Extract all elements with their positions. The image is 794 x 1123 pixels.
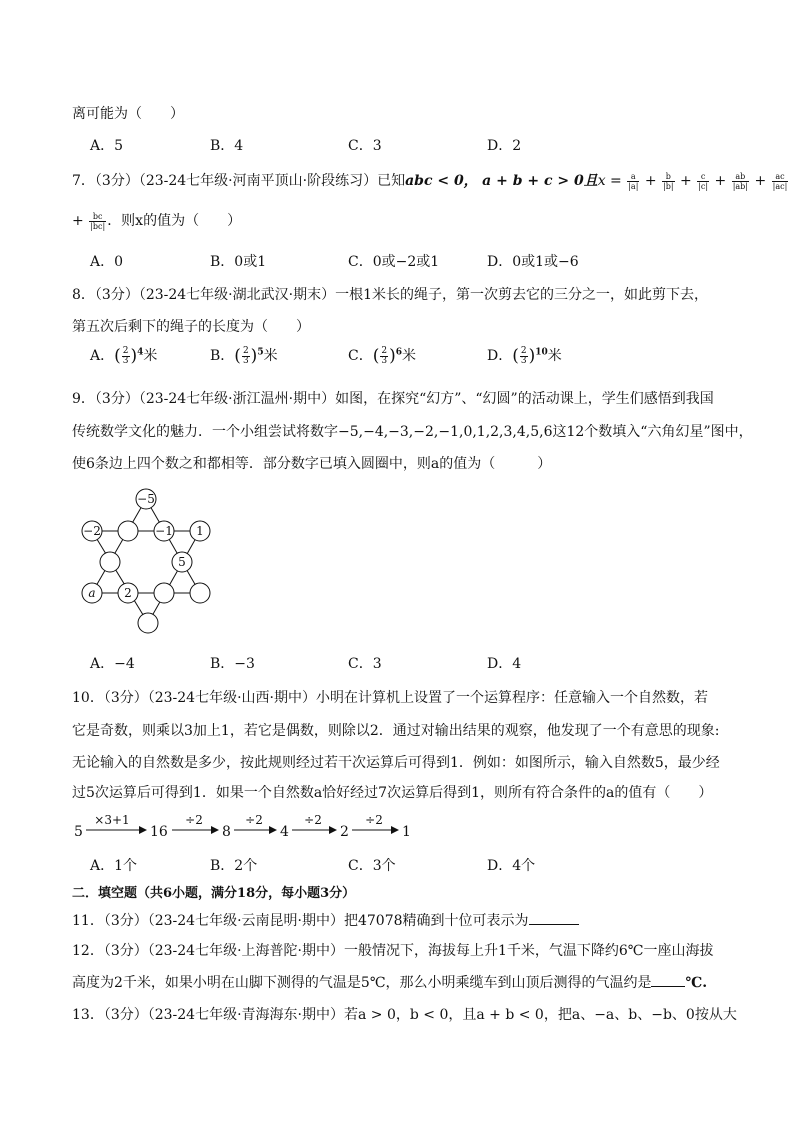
plus-sign: + <box>754 173 767 189</box>
chain-value-5: 2 <box>340 824 349 840</box>
q7-stem <box>72 170 789 191</box>
q12-line1: 12．（3分）（23-24七年级·上海普陀·期中）一般情况下，海拔每上升1千米，气温下降约6℃一座山海拔 <box>72 943 714 959</box>
chain-value-1: 5 <box>74 824 83 840</box>
q9-line3: 使6条边上四个数之和都相等．部分数字已填入圆圈中，则a的值为（ ） <box>72 456 552 472</box>
chain-op-2: ÷2 <box>185 813 203 827</box>
q7-frac-a: $\frac{a}{|a|}$ <box>628 171 639 191</box>
q10-option-a: A．1个 <box>90 858 138 874</box>
q10-option-b: B．2个 <box>210 858 258 874</box>
q7-option-a: A．0 <box>90 254 124 270</box>
node-left-bottom-label: a <box>88 586 96 600</box>
q12-line2-wrap <box>72 972 707 992</box>
q9-line1: 9．（3分）（23-24七年级·浙江温州·期中）如图，在探究“幻方”、“幻圆”的活动课上，学生们感悟到我国 <box>72 391 714 407</box>
node-inner-tl <box>118 521 138 541</box>
section-heading-fill-in: 二．填空题（共6小题，满分18分，每小题3分） <box>72 886 356 901</box>
q7-tail: ．则x的值为（ ） <box>107 213 242 229</box>
plus-sign: + <box>680 173 692 189</box>
plus-sign: + <box>644 173 657 189</box>
chain-value-4: 4 <box>280 824 289 840</box>
q10-option-d: D．4个 <box>487 858 536 874</box>
plus-sign: + <box>72 213 84 229</box>
q9-option-d: D．4 <box>487 656 522 672</box>
q12-line2: 高度为2千米，如果小明在山脚下测得的气温是5℃，那么小明乘缆车到山顶后测得的气温约是 <box>72 975 652 991</box>
q8-option-a: A．( $\frac{2}{3}$ )$^4$米 <box>90 345 158 366</box>
node-inner-br <box>154 583 174 603</box>
q10-line3: 无论输入的自然数是多少，按此规则经过若干次运算后可得到1．例如：如图所示，输入自然数5，最少经 <box>72 755 720 771</box>
chain-op-1: ×3+1 <box>94 813 130 827</box>
q6-option-d: D．2 <box>487 138 522 154</box>
q7-option-d: D．0或1或−6 <box>487 254 579 270</box>
q8-option-d: D．( $\frac{2}{3}$ )$^{10}$米 <box>487 345 562 366</box>
q11-line <box>72 910 579 930</box>
chain-value-6: 1 <box>402 824 411 840</box>
q6-option-b: B．4 <box>210 138 244 154</box>
node-right-top-label: 1 <box>196 524 204 538</box>
q7-frac-c: $\frac{c}{|c|}$ <box>698 171 709 191</box>
q12-answer-blank[interactable] <box>651 986 685 987</box>
q11-text: 11．（3分）（23-24七年级·云南昆明·期中）把47078精确到十位可表示为 <box>72 913 529 929</box>
q6-option-a: A．5 <box>90 138 124 154</box>
chain-value-3: 8 <box>222 824 231 840</box>
operation-chain <box>70 808 420 848</box>
q6-option-c: C．3 <box>348 138 382 154</box>
q13-line1: 13．（3分）（23-24七年级·青海海东·期中）若a > 0，b < 0，且a + b < 0，把a、−a、b、−b、0按从大 <box>72 1007 737 1023</box>
chain-op-5: ÷2 <box>365 813 383 827</box>
chain-op-3: ÷2 <box>245 813 263 827</box>
q7-head: 7．（3分）（23-24七年级·河南平顶山·阶段练习）已知 <box>72 173 406 189</box>
q6-tail: 离可能为（ ） <box>72 106 184 122</box>
q11-answer-blank[interactable] <box>529 924 579 925</box>
q7-stem-line2 <box>72 210 241 231</box>
q8-line2: 第五次后剩下的绳子的长度为（ ） <box>72 319 310 335</box>
q7-cond2: a + b + c > 0且 <box>482 173 598 189</box>
q7-frac-b: $\frac{b}{|b|}$ <box>663 171 674 191</box>
q10-option-c: C．3个 <box>348 858 396 874</box>
node-inner-r-label: 5 <box>178 555 186 569</box>
q7-frac-bc: $\frac{bc}{|bc|}$ <box>90 211 106 231</box>
chain-value-2: 16 <box>150 824 168 840</box>
q7-option-b: B．0或1 <box>210 254 267 270</box>
q8-option-b: B．( $\frac{2}{3}$ )$^5$米 <box>210 345 278 366</box>
chain-op-4: ÷2 <box>304 813 322 827</box>
node-left-top-label: −2 <box>83 524 101 538</box>
q7-cond1: abc < 0， <box>405 173 478 189</box>
node-right-bottom <box>190 583 210 603</box>
q7-frac-ab: $\frac{ab}{|ab|}$ <box>732 171 748 191</box>
node-bottom <box>138 613 158 633</box>
q9-option-b: B．−3 <box>210 656 255 672</box>
node-top-label: −5 <box>137 492 155 506</box>
q9-option-c: C．3 <box>348 656 382 672</box>
node-inner-tr-label: −1 <box>155 524 173 538</box>
plus-sign: + <box>714 173 727 189</box>
q7-option-c: C．0或−2或1 <box>348 254 440 270</box>
q8-line1: 8．（3分）（23-24七年级·湖北武汉·期末）一根1米长的绳子，第一次剪去它的三分之一，如此剪下去， <box>72 287 708 303</box>
q7-xeq: x = <box>597 173 622 189</box>
q12-unit: ℃. <box>685 975 708 991</box>
node-inner-l <box>100 552 120 572</box>
q10-line2: 它是奇数，则乘以3加上1，若它是偶数，则除以2．通过对输出结果的观察，他发现了一个有意思的现象: <box>72 723 720 739</box>
q8-option-c: C．( $\frac{2}{3}$ )$^6$米 <box>348 345 416 366</box>
q10-line1: 10．（3分）（23-24七年级·山西·期中）小明在计算机上设置了一个运算程序：任意输入一个自然数，若 <box>72 690 708 706</box>
q10-line4: 过5次运算后可得到1．如果一个自然数a恰好经过7次运算后得到1，则所有符合条件的a的值有（ ） <box>72 785 713 801</box>
q7-frac-ac: $\frac{ac}{|ac|}$ <box>772 171 788 191</box>
q9-line2: 传统数学文化的魅力．一个小组尝试将数字−5,−4,−3,−2,−1,0,1,2,3,4,5,6这12个数填入“六角幻星”图中， <box>72 424 753 440</box>
node-inner-bl-label: 2 <box>124 586 132 600</box>
q9-option-a: A．−4 <box>90 656 135 672</box>
hexagram-figure <box>72 480 232 640</box>
